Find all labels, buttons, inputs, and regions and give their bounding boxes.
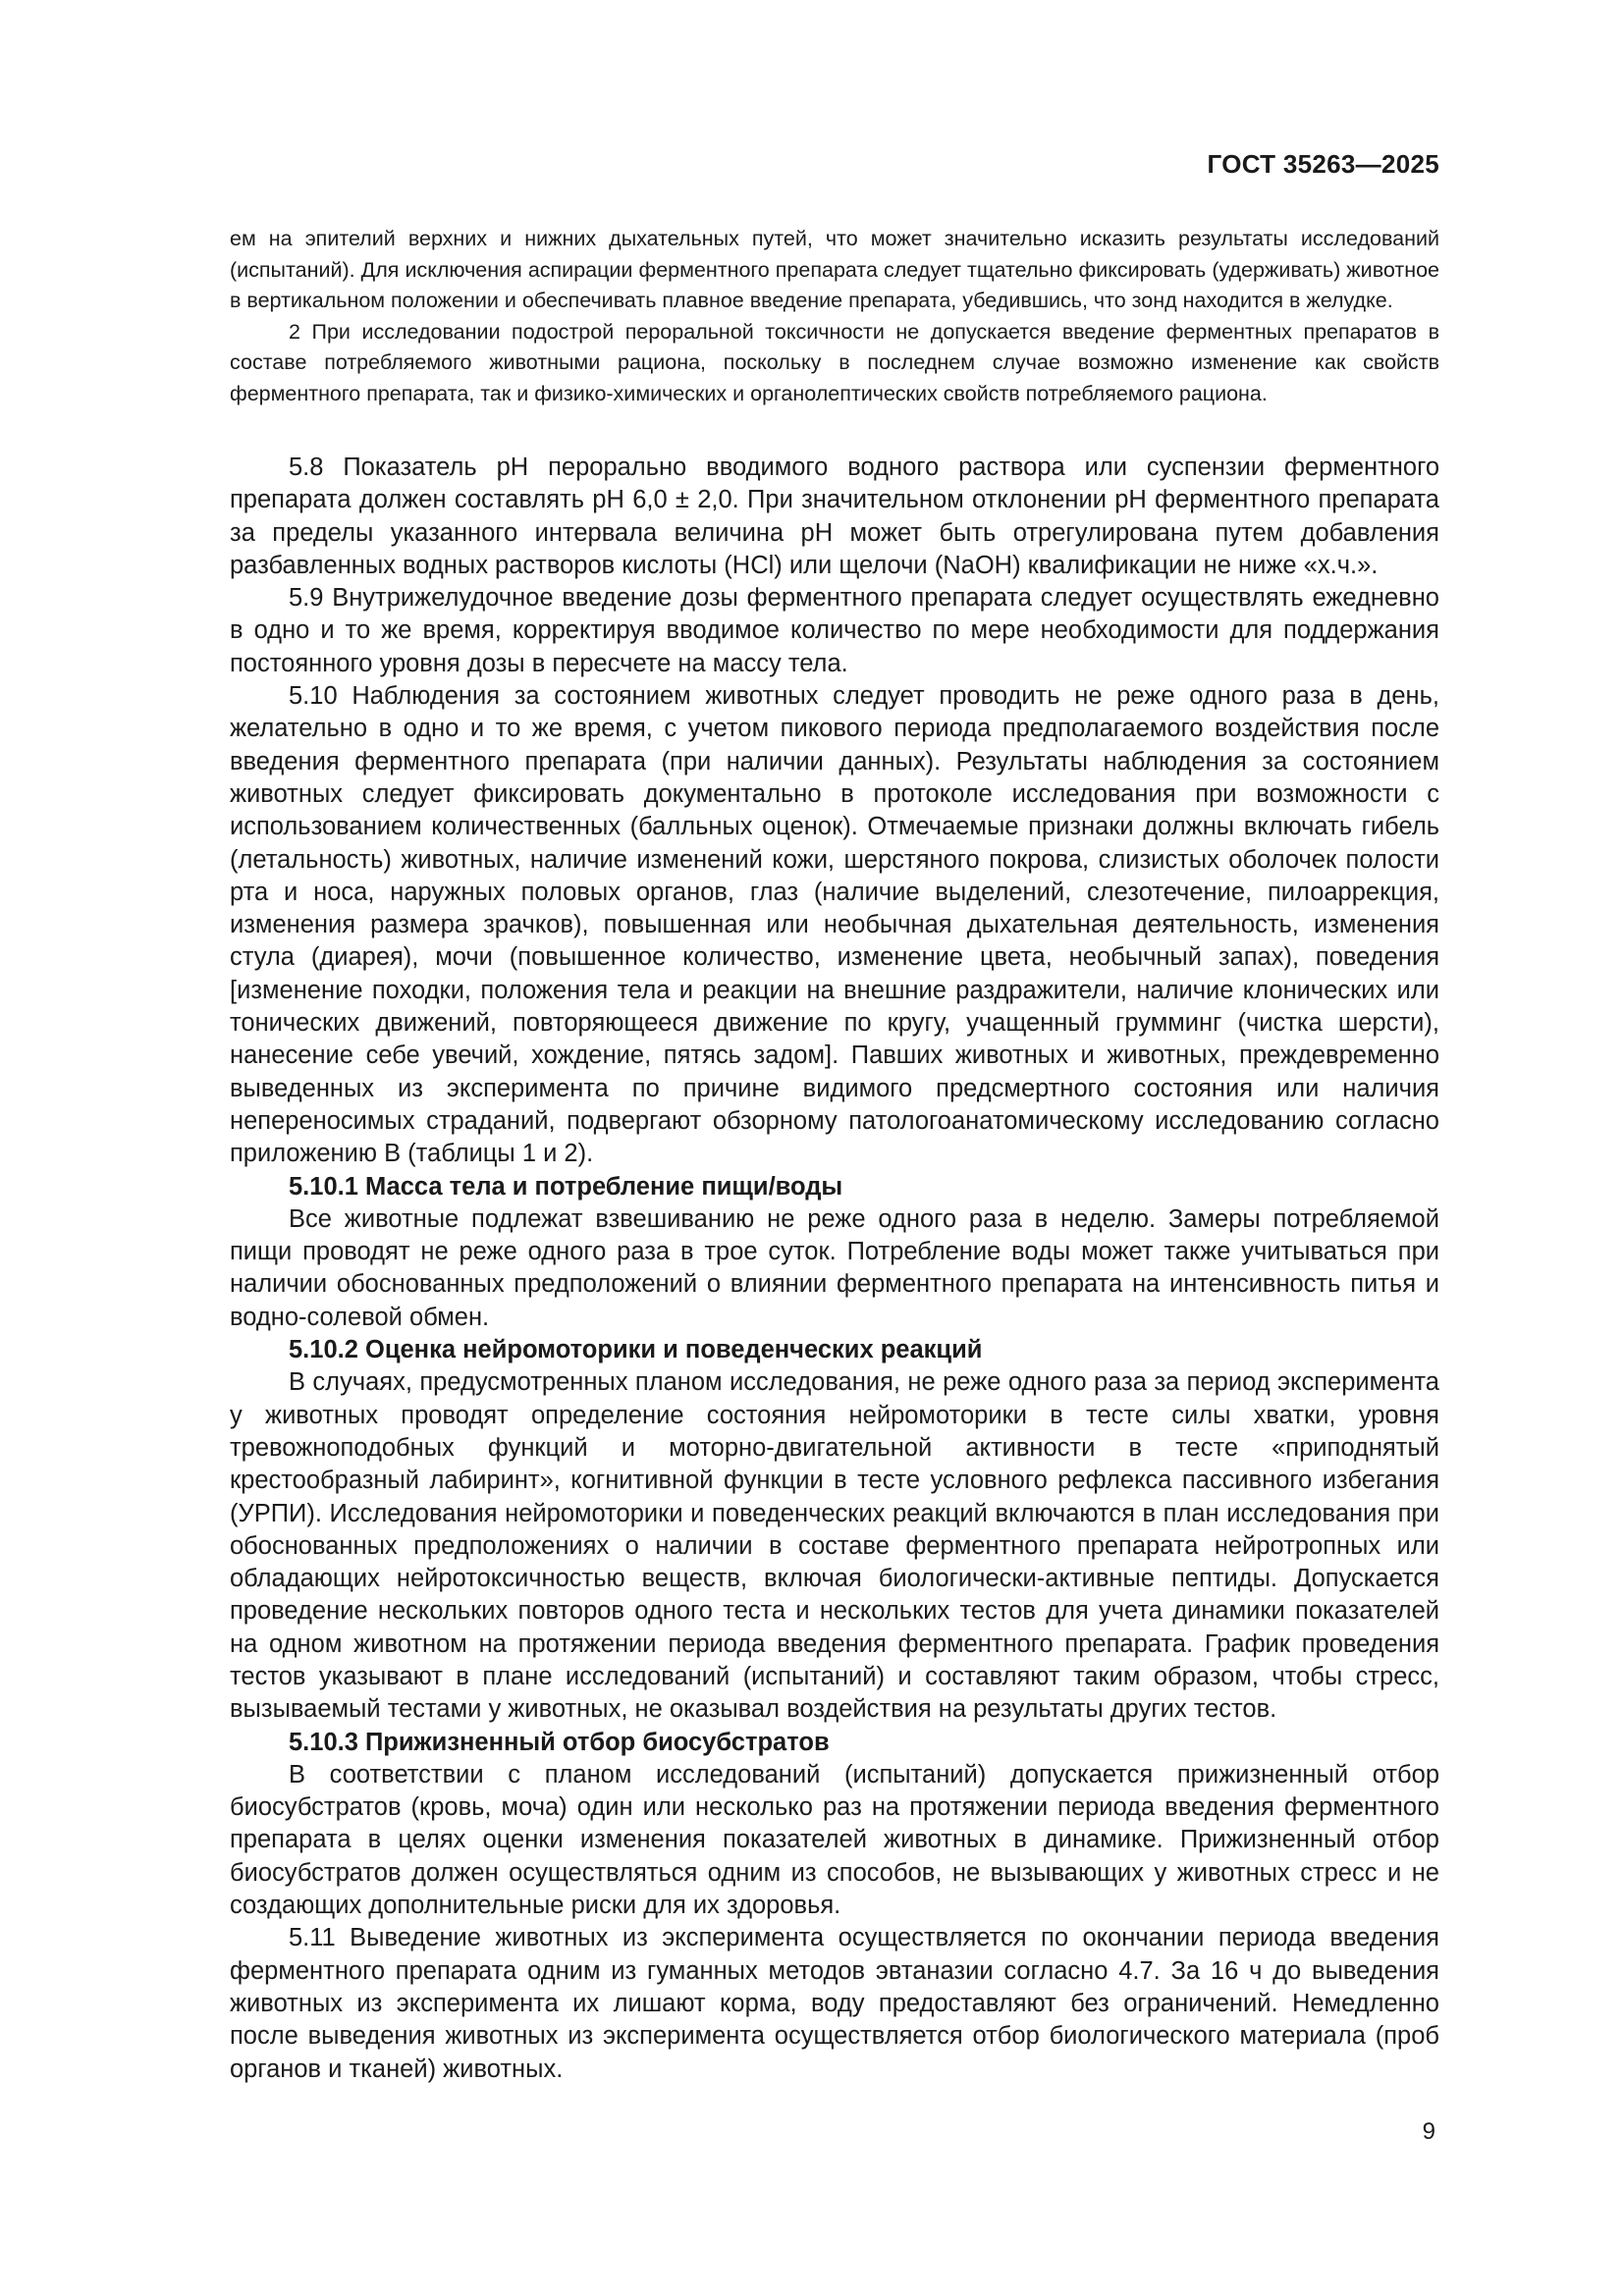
paragraph-5-8: 5.8 Показатель pH перорально вводимого водного раствора или суспензии ферментного препарата должен составлять pH 6,0 ± 2,0. При значительном отклонении pH ферментного препарата за пределы указанного интервала величина pH может быть отрегулирована путем добавления разбавленных водных растворов кислоты (HCl) или щелочи (NaOH) квалификации не ниже «х.ч.».: [230, 454, 1439, 579]
paragraph-5-9: 5.9 Внутрижелудочное введение дозы ферментного препарата следует осуществлять ежедневно в одно и то же время, корректируя вводимое количество по мере необходимости для поддержания постоянного уровня дозы в пересчете на массу тела.: [230, 584, 1439, 677]
paragraph-5-10-3: В соответствии с планом исследований (испытаний) допускается прижизненный отбор биосубстратов (кровь, моча) один или несколько раз на протяжении периода введения ферментного препарата в целях оценки изменения показателей животных в динамике. Прижизненный отбор биосубстратов должен осуществляться одним из способов, не вызывающих у животных стресс и не создающих дополнительные риски для их здоровья.: [230, 1760, 1439, 1920]
paragraph-5-11: 5.11 Выведение животных из эксперимента осуществляется по окончании периода введения ферментного препарата одним из гуманных методов эвтаназии согласно 4.7. За 16 ч до выведения животных из эксперимента их лишают корма, воду предоставляют без ограничений. Немедленно после выведения животных из эксперимента осуществляется отбор биологического материала (проб органов и тканей) животных.: [230, 1924, 1439, 2083]
paragraph-5-10-2: В случаях, предусмотренных планом исследования, не реже одного раза за период эксперимента у животных проводят определение состояния нейромоторики в тесте силы хватки, уровня тревожноподобных функций и моторно-двигательной активности в тесте «приподнятый крестообразный лабиринт», когнитивной функции в тесте условного рефлекса пассивного избегания (УРПИ). Исследования нейромоторики и поведенческих реакций включаются в план исследования при обоснованных предположениях о наличии в составе ферментного препарата нейротропных или обладающих нейротоксичностью веществ, включая биологически-активные пептиды. Допускается проведение нескольких повторов одного теста и нескольких тестов для учета динамики показателей на одном животном на протяжении периода введения ферментного препарата. График проведения тестов указывают в плане исследований (испытаний) и составляют таким образом, чтобы стресс, вызываемый тестами у животных, не оказывал воздействия на результаты других тестов.: [230, 1368, 1439, 1724]
main-text: [230, 452, 1439, 2086]
paragraph-5-10: 5.10 Наблюдения за состоянием животных следует проводить не реже одного раза в день, желательно в одно и то же время, с учетом пикового периода предполагаемого воздействия после введения ферментного препарата (при наличии данных). Результаты наблюдения за состоянием животных следует фиксировать документально в протоколе исследования при возможности с использованием количественных (балльных оценок). Отмечаемые признаки должны включать гибель (летальность) животных, наличие изменений кожи, шерстяного покрова, слизистых оболочек полости рта и носа, наружных половых органов, глаз (наличие выделений, слезотечение, пилоаррекция, изменения размера зрачков), повышенная или необычная дыхательная деятельность, изменения стула (диарея), мочи (повышенное количество, изменение цвета, необычный запах), поведения [изменение походки, положения тела и реакции на внешние раздражители, наличие клонических или тонических движений, повторяющееся движение по кругу, учащенный грумминг (чистка шерсти), нанесение себе увечий, хождение, пятясь задом]. Павших животных и животных, преждевременно выведенных из эксперимента по причине видимого предсмертного состояния или наличия непереносимых страданий, подвергают обзорному патологоанатомическому исследованию согласно приложению В (таблицы 1 и 2).: [230, 682, 1439, 1168]
heading-5-10-3: 5.10.3 Прижизненный отбор биосубстратов: [289, 1728, 830, 1756]
paragraph-5-10-1: Все животные подлежат взвешиванию не реже одного раза в неделю. Замеры потребляемой пищи проводят не реже одного раза в трое суток. Потребление воды может также учитываться при наличии обоснованных предположений о влиянии ферментного препарата на интенсивность питья и водно-солевой обмен.: [230, 1204, 1439, 1331]
notes-block: [230, 224, 1439, 409]
heading-5-10-1: 5.10.1 Масса тела и потребление пищи/воды: [289, 1172, 843, 1201]
page-number: 9: [1422, 2118, 1435, 2145]
note-1-continuation: ем на эпителий верхних и нижних дыхательных путей, что может значительно исказить результаты исследований (испытаний). Для исключения аспирации ферментного препарата следует тщательно фиксировать (удерживать) животное в вертикальном положении и обеспечивать плавное введение препарата, убедившись, что зонд находится в желудке.: [230, 227, 1439, 312]
heading-5-10-2: 5.10.2 Оценка нейромоторики и поведенческих реакций: [289, 1336, 983, 1364]
note-2: 2 При исследовании подострой пероральной токсичности не допускается введение ферментных препаратов в составе потребляемого животными рациона, поскольку в последнем случае возможно изменение как свойств ферментного препарата, так и физико-химических и органолептических свойств потребляемого рациона.: [230, 319, 1439, 405]
document-id-header: ГОСТ 35263—2025: [1207, 149, 1439, 179]
